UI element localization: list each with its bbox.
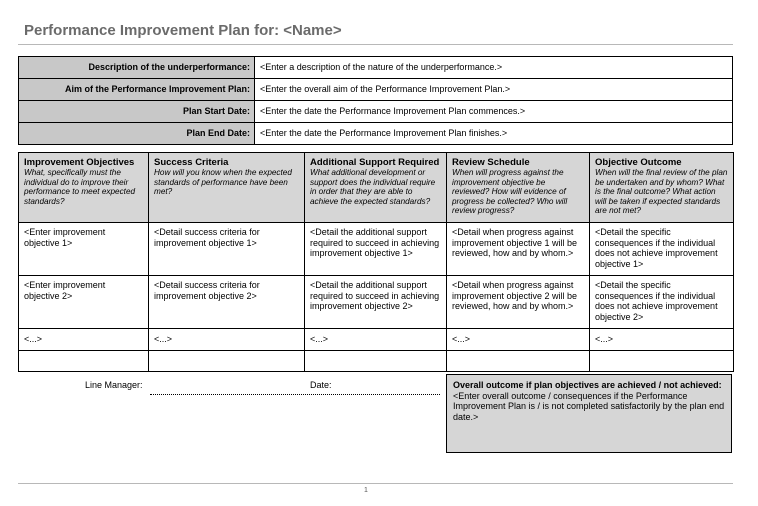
table-cell[interactable]: <Detail the additional support required to succeed in achieving improvement objective 1> <box>305 223 447 276</box>
table-cell[interactable]: <...> <box>149 329 305 351</box>
page-title: Performance Improvement Plan for: <Name> <box>24 22 342 39</box>
table-row <box>19 351 734 372</box>
table-cell[interactable] <box>590 351 734 372</box>
signature-line[interactable] <box>150 394 440 395</box>
column-subheading: When will the final review of the plan be undertaken and by whom? What is the final outcome? What action will be taken if expected standards are not met? <box>595 168 728 216</box>
summary-row <box>19 101 733 123</box>
column-heading: Review Schedule <box>452 157 530 168</box>
table-cell[interactable]: <...> <box>590 329 734 351</box>
summary-row <box>19 57 733 79</box>
table-cell[interactable] <box>447 351 590 372</box>
table-cell[interactable]: <Enter improvement objective 1> <box>19 223 149 276</box>
column-heading: Additional Support Required <box>310 157 440 168</box>
column-heading: Improvement Objectives <box>24 157 135 168</box>
table-cell[interactable]: <Detail success criteria for improvement objective 1> <box>149 223 305 276</box>
table-cell[interactable]: <Detail the specific consequences if the individual does not achieve improvement objective 2> <box>590 276 734 329</box>
summary-label: Plan Start Date: <box>19 101 255 123</box>
summary-table <box>18 56 733 145</box>
summary-row <box>19 123 733 145</box>
summary-value[interactable]: <Enter the overall aim of the Performance Improvement Plan.> <box>255 79 733 101</box>
table-cell[interactable]: <Detail when progress against improvement objective 2 will be reviewed, how and by whom.> <box>447 276 590 329</box>
summary-label: Aim of the Performance Improvement Plan: <box>19 79 255 101</box>
table-cell[interactable]: <Detail when progress against improvement objective 1 will be reviewed, how and by whom.> <box>447 223 590 276</box>
table-cell[interactable] <box>149 351 305 372</box>
table-cell[interactable] <box>305 351 447 372</box>
summary-value[interactable]: <Enter a description of the nature of the underperformance.> <box>255 57 733 79</box>
overall-outcome-title: Overall outcome if plan objectives are achieved / not achieved: <box>453 380 722 390</box>
table-row <box>19 276 734 329</box>
column-heading: Objective Outcome <box>595 157 682 168</box>
table-row <box>19 329 734 351</box>
summary-row <box>19 79 733 101</box>
summary-label: Description of the underperformance: <box>19 57 255 79</box>
overall-outcome-text[interactable]: <Enter overall outcome / consequences if the Performance Improvement Plan is / is not completed satisfactorily by the plan end date.> <box>453 390 725 422</box>
summary-value[interactable]: <Enter the date the Performance Improvement Plan finishes.> <box>255 123 733 145</box>
column-subheading: What, specifically must the individual do to improve their performance to meet expected standards? <box>24 168 136 206</box>
overall-outcome-box <box>446 374 732 453</box>
date-label: Date: <box>310 380 332 390</box>
column-header <box>305 153 447 223</box>
footer-divider <box>18 483 733 484</box>
objectives-table <box>18 152 734 372</box>
line-manager-label: Line Manager: <box>85 380 143 390</box>
column-header <box>447 153 590 223</box>
table-cell[interactable]: <Enter improvement objective 2> <box>19 276 149 329</box>
header-divider <box>18 44 733 45</box>
summary-value[interactable]: <Enter the date the Performance Improvement Plan commences.> <box>255 101 733 123</box>
column-header <box>149 153 305 223</box>
table-row <box>19 223 734 276</box>
column-subheading: When will progress against the improvement objective be reviewed? How will evidence of progress be collected? Who will review progress? <box>452 168 568 216</box>
column-heading: Success Criteria <box>154 157 229 168</box>
table-cell[interactable]: <...> <box>447 329 590 351</box>
column-subheading: How will you know when the expected standards of performance have been met? <box>154 168 292 197</box>
table-cell[interactable]: <Detail success criteria for improvement objective 2> <box>149 276 305 329</box>
header-row <box>19 153 734 223</box>
column-header <box>590 153 734 223</box>
table-cell[interactable]: <Detail the additional support required to succeed in achieving improvement objective 2> <box>305 276 447 329</box>
table-cell[interactable]: <...> <box>305 329 447 351</box>
table-cell[interactable] <box>19 351 149 372</box>
table-cell[interactable]: <...> <box>19 329 149 351</box>
summary-label: Plan End Date: <box>19 123 255 145</box>
column-header <box>19 153 149 223</box>
page-number: 1 <box>364 487 368 494</box>
table-cell[interactable]: <Detail the specific consequences if the individual does not achieve improvement objective 1> <box>590 223 734 276</box>
column-subheading: What additional development or support does the individual require in order that they are able to achieve the expected standards? <box>310 168 436 206</box>
